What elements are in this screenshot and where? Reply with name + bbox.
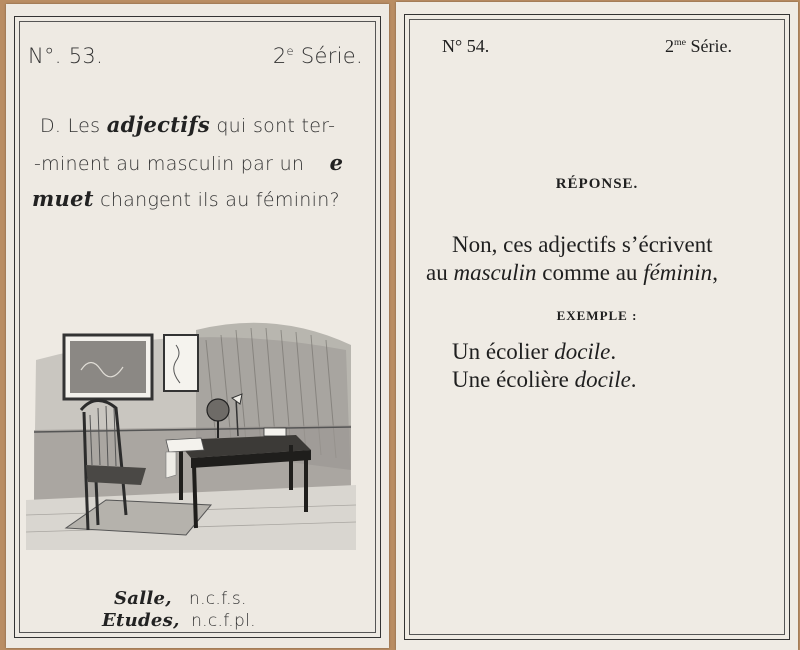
card-54 [396, 2, 798, 650]
question-line-3: muet changent ils au féminin? [32, 186, 340, 211]
answer-heading: RÉPONSE. [555, 176, 639, 192]
word-adjectifs: adjectifs [106, 112, 210, 137]
answer-line-2: au masculin comme au féminin, [426, 260, 718, 285]
question-line-2: -minent au masculin par un e [34, 150, 344, 175]
card-number: N°. 53. [28, 44, 104, 68]
question-line-1: D. Les adjectifs qui sont ter- [40, 112, 336, 137]
card-53 [6, 4, 389, 648]
example-heading: EXEMPLE : [556, 308, 638, 323]
answer-line-1: Non, ces adjectifs s’écrivent [452, 232, 713, 257]
series-label: $2^{me}$ Série. [664, 36, 732, 56]
study-room-illustration [26, 300, 356, 550]
card-number: N° 54. [442, 36, 490, 56]
caption-salle: Salle, n.c.f.s. [114, 588, 247, 609]
caption-etudes: Etudes, n.c.f.pl. [102, 610, 256, 631]
card-border-inner [409, 19, 785, 635]
word-muet: muet [32, 186, 94, 211]
example-line-1: Un écolier docile. [452, 339, 617, 364]
word-e: e [329, 150, 344, 175]
example-line-2: Une écolière docile. [452, 367, 637, 392]
series-label: 2e Série. [272, 44, 363, 68]
